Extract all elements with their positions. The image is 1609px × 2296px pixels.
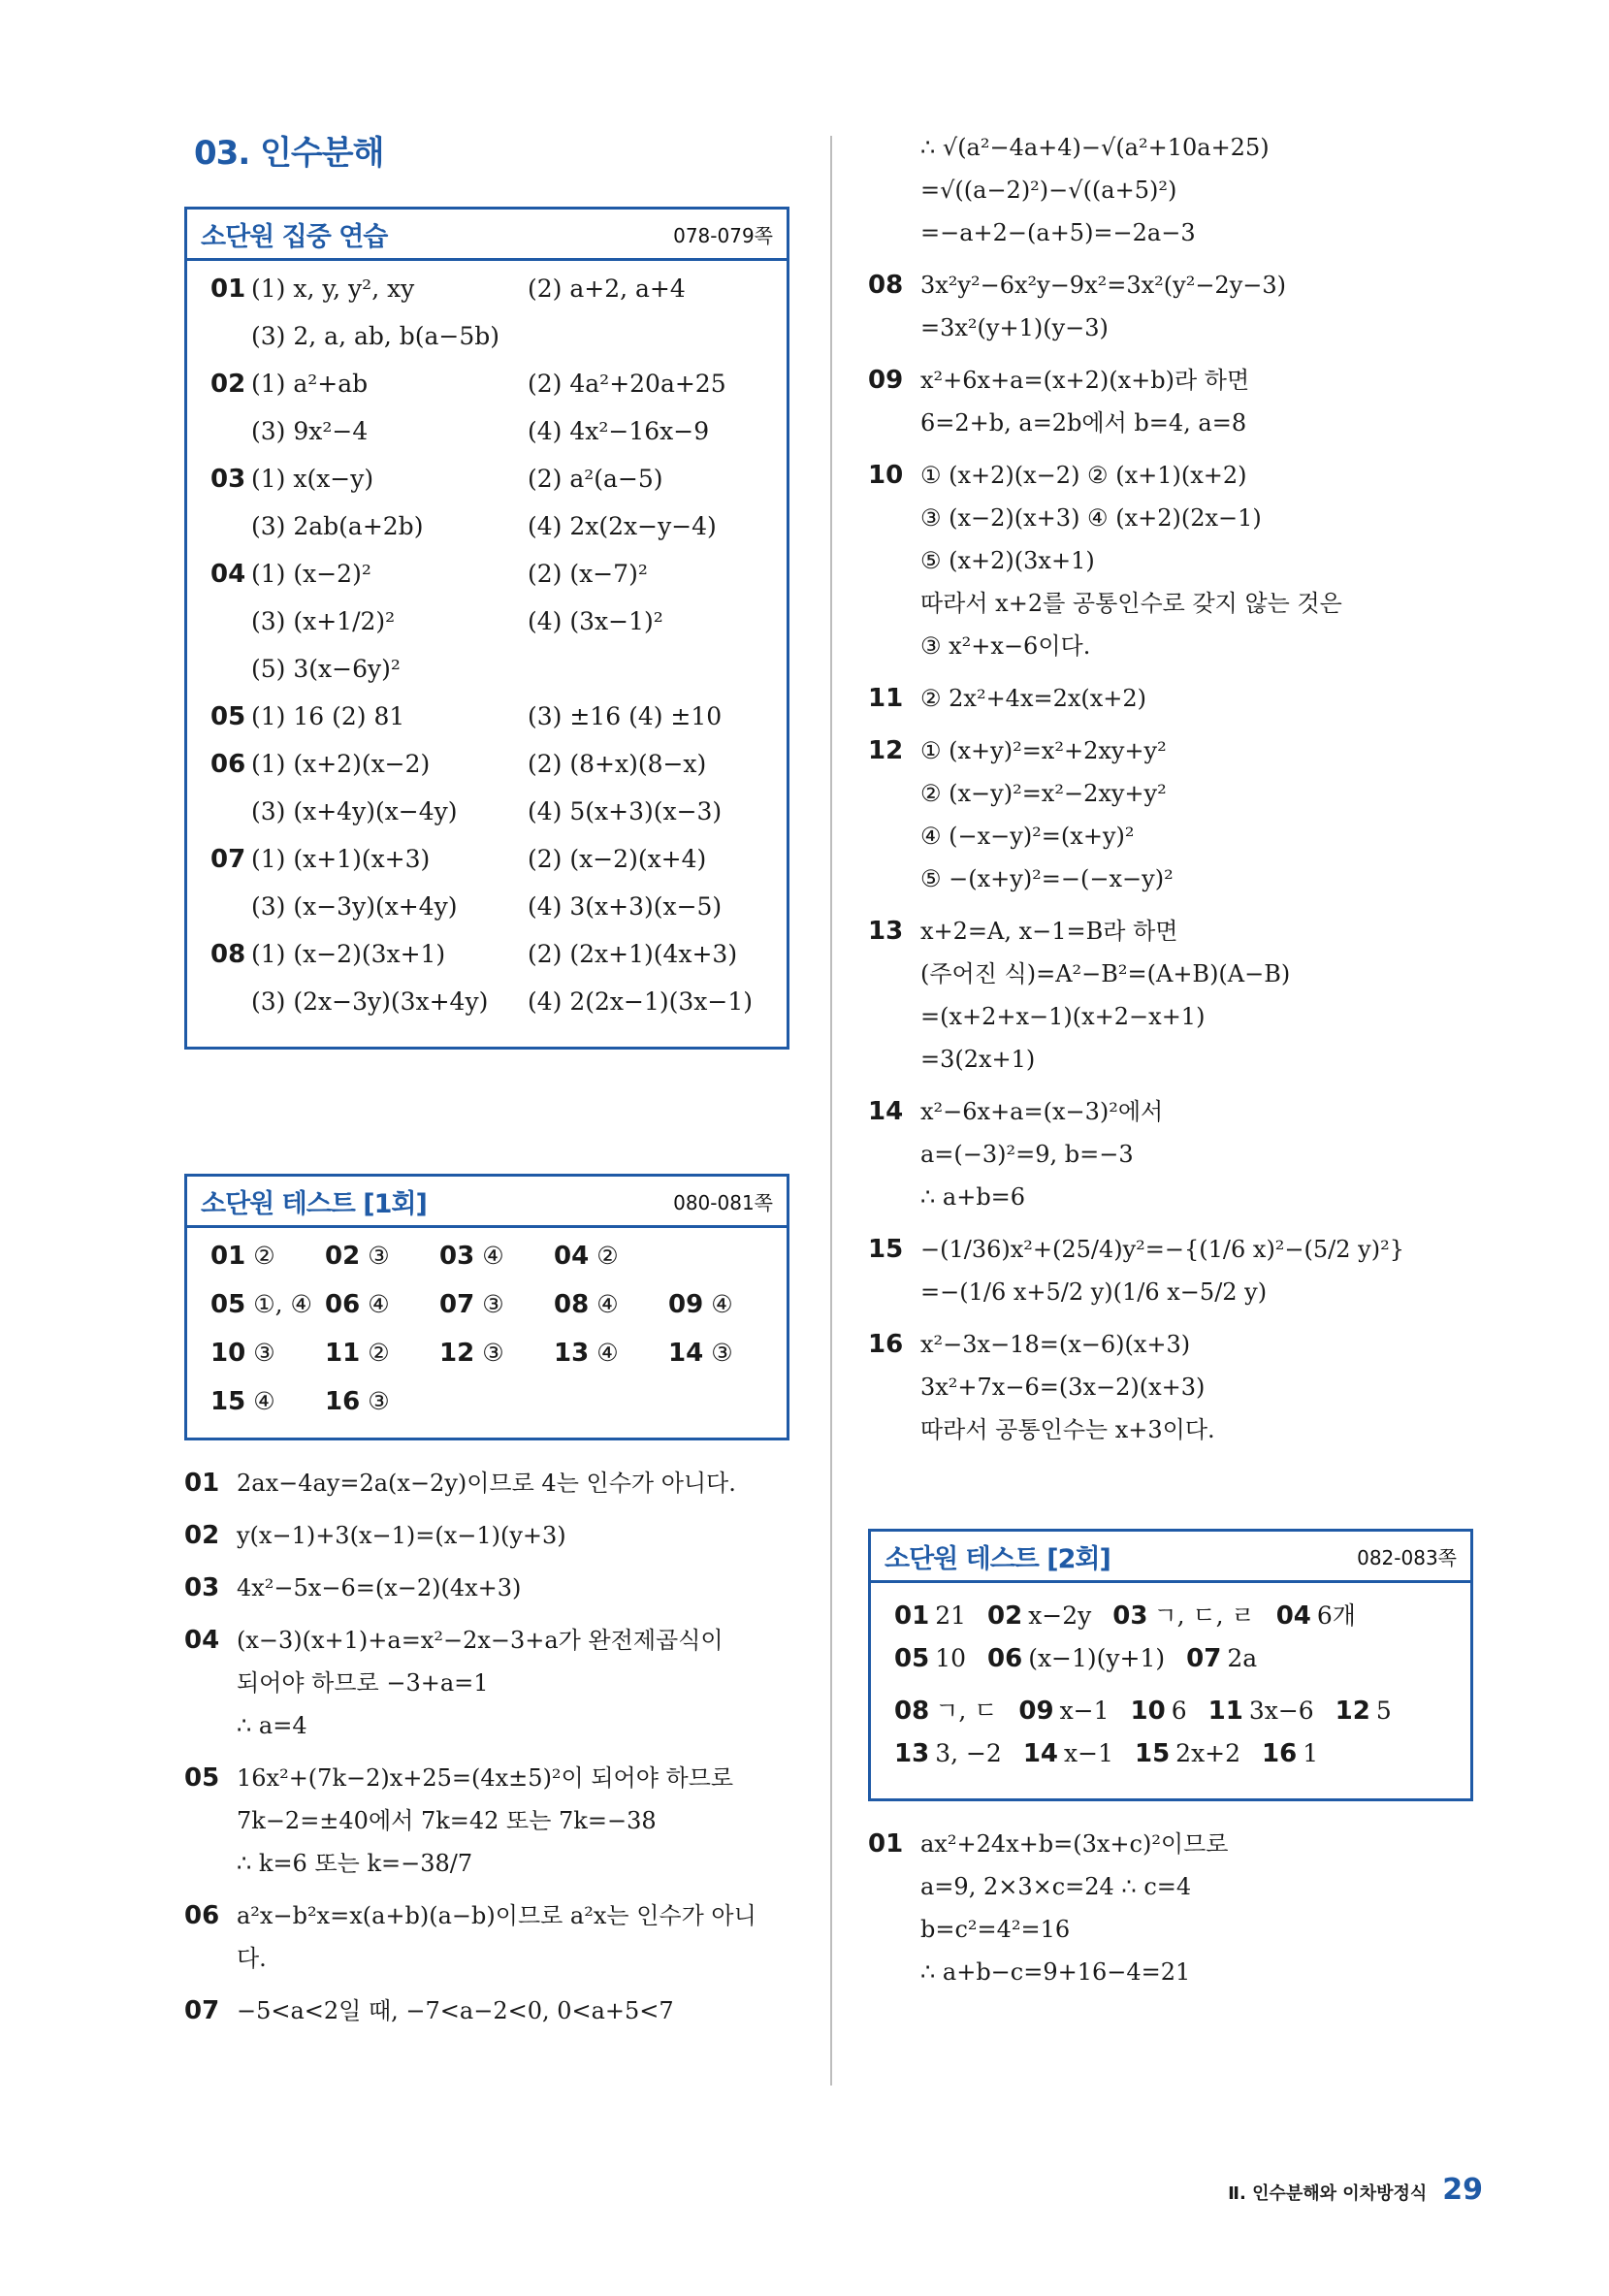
box-practice-title: 소단원 집중 연습: [201, 221, 388, 252]
solution-lines: [237, 1989, 795, 2032]
solution: [868, 729, 1489, 900]
answer-cell: [439, 1290, 554, 1329]
section-title: 03. 인수분해: [194, 134, 384, 173]
answer-cell: (2) a²(a−5): [528, 465, 663, 493]
solution-line: ax²+24x+b=(3x+c)²이므로: [920, 1830, 1229, 1858]
answer-cell: [554, 1242, 668, 1280]
solution-line: ② (x−y)²=x²−2xy+y²: [920, 780, 1167, 807]
problem-number: 01: [894, 1601, 930, 1631]
solution-line: ∴ a=4: [237, 1712, 307, 1739]
answer-cell: (2) (x−7)²: [528, 560, 648, 588]
problem-number: 12: [439, 1339, 475, 1368]
solution-line: ∴ k=6 또는 k=−38/7: [237, 1850, 473, 1877]
solution-number: 10: [868, 461, 904, 490]
left-column: [184, 126, 795, 2042]
answer-cell: [325, 1290, 439, 1329]
problem-number: 05: [210, 702, 246, 731]
solution-line: =3x²(y+1)(y−3): [920, 314, 1109, 341]
answer-value: ③: [368, 1387, 390, 1415]
solution-lines: [920, 126, 1489, 254]
solution-line: ∴ a+b=6: [920, 1183, 1026, 1211]
answer-cell: (2) (8+x)(8−x): [528, 750, 707, 778]
solution-line: −5<a<2일 때, −7<a−2<0, 0<a+5<7: [237, 1997, 674, 2024]
answer-value: 6: [1171, 1697, 1187, 1725]
practice-row: [210, 797, 761, 845]
solution-lines: [237, 1757, 795, 1885]
solution-line: a²x−b²x=x(a+b)(a−b)이므로 a²x는 인수가 아니: [237, 1902, 756, 1929]
problem-number: 09: [668, 1290, 704, 1319]
problem-number: 07: [210, 845, 246, 874]
answer-value: 3, −2: [935, 1739, 1002, 1767]
solution-lines: [237, 1514, 795, 1557]
solution: [868, 1823, 1489, 1993]
solution-line: 따라서 x+2를 공통인수로 갖지 않는 것은: [920, 590, 1342, 617]
solution-number: 05: [184, 1763, 220, 1793]
box-practice-header: [187, 210, 787, 261]
answer-cell: [210, 1242, 325, 1280]
solution-number: 15: [868, 1235, 904, 1264]
solution: [184, 1989, 795, 2032]
problem-number: 02: [987, 1601, 1023, 1631]
answer-cell: (5) 3(x−6y)²: [251, 655, 401, 683]
practice-row: [210, 845, 761, 892]
solution-line: x²+6x+a=(x+2)(x+b)라 하면: [920, 367, 1250, 394]
answer-value: 1: [1303, 1739, 1319, 1767]
answer-value: ④: [368, 1290, 390, 1318]
answer-cell: [894, 1644, 966, 1673]
box-test1-body: [187, 1228, 787, 1438]
solution-line: ② 2x²+4x=2x(x+2): [920, 685, 1147, 712]
box-test2-title: 소단원 테스트 [2회]: [885, 1543, 1110, 1574]
solution: [868, 677, 1489, 720]
box-test2-solutions: [868, 1823, 1489, 1993]
answer-cell: [1023, 1739, 1113, 1768]
solution-line: =3(2x+1): [920, 1046, 1036, 1073]
page-footer: [1228, 2173, 1483, 2207]
solution-line: ④ (−x−y)²=(x+y)²: [920, 823, 1135, 850]
answer-value: (x−1)(y+1): [1028, 1644, 1166, 1672]
solution-lines: [920, 454, 1489, 667]
answer-value: ③: [711, 1339, 733, 1367]
answer-value: ④: [596, 1290, 619, 1318]
answer-cell: (3) (x+1/2)²: [251, 607, 396, 635]
answer-cell: [894, 1692, 997, 1727]
answer-value: ②: [596, 1242, 619, 1270]
page-number: 29: [1442, 2173, 1483, 2207]
solution-lines: [920, 359, 1489, 444]
answer-cell: [439, 1339, 554, 1377]
problem-number: 01: [210, 1242, 246, 1271]
answer-cell: [210, 1387, 325, 1426]
answer-cell: [1018, 1697, 1109, 1726]
answer-cell: [1186, 1644, 1257, 1673]
problem-number: 03: [210, 465, 246, 494]
box-practice: [184, 207, 789, 1050]
solution-lines: [920, 264, 1489, 349]
answer-cell: (2) 4a²+20a+25: [528, 370, 726, 398]
solution-line: y(x−1)+3(x−1)=(x−1)(y+3): [237, 1522, 566, 1549]
answer-value: ②: [368, 1339, 390, 1367]
problem-number: 04: [554, 1242, 590, 1271]
solution: [184, 1757, 795, 1885]
practice-row: [210, 702, 761, 750]
solution-number: 01: [868, 1829, 904, 1859]
answer-cell: (4) 2x(2x−y−4): [528, 512, 717, 540]
answer-cell: (2) (x−2)(x+4): [528, 845, 707, 873]
answer-cell: [1131, 1697, 1187, 1726]
solution-line: ∴ a+b−c=9+16−4=21: [920, 1958, 1191, 1986]
solution-line: ③ x²+x−6이다.: [920, 632, 1091, 660]
solution: [868, 126, 1489, 254]
answer-value: ④: [711, 1290, 733, 1318]
solution-line: ⑤ −(x+y)²=−(−x−y)²: [920, 865, 1174, 892]
answer-cell: [987, 1644, 1165, 1673]
solution-number: 06: [184, 1901, 220, 1930]
problem-number: 13: [894, 1739, 930, 1768]
solution-line: ⑤ (x+2)(3x+1): [920, 547, 1095, 574]
box-test1-pages: 080-081쪽: [673, 1190, 773, 1214]
solution-number: 16: [868, 1330, 904, 1359]
solution-number: 03: [184, 1573, 220, 1602]
solution: [868, 1323, 1489, 1451]
answer-value: ②: [253, 1242, 275, 1270]
problem-number: 06: [987, 1644, 1023, 1673]
box-practice-pages: 078-079쪽: [673, 223, 773, 247]
solution-lines: [920, 1090, 1489, 1218]
answer-cell: (2) (2x+1)(4x+3): [528, 940, 738, 968]
chapter-label: Ⅱ. 인수분해와 이차방정식: [1228, 2183, 1428, 2204]
problem-number: 03: [439, 1242, 475, 1271]
solution-number: 11: [868, 684, 904, 713]
answer-cell: (4) 5(x+3)(x−3): [528, 797, 723, 825]
answer-cell: [325, 1387, 439, 1426]
problem-number: 14: [1022, 1739, 1059, 1768]
answer-cell: [554, 1339, 668, 1377]
solution-lines: [920, 910, 1489, 1081]
answer-cell: [1276, 1597, 1356, 1632]
practice-row: [210, 560, 761, 607]
box-test2-body: [871, 1583, 1470, 1798]
answer-cell: [439, 1242, 554, 1280]
answer-value: 10: [935, 1644, 966, 1672]
solution-line: 따라서 공통인수는 x+3이다.: [920, 1416, 1215, 1443]
answer-value: ③: [253, 1339, 275, 1367]
problem-number: 06: [325, 1290, 361, 1319]
problem-number: 01: [210, 275, 246, 304]
answer-value: x−2y: [1028, 1601, 1092, 1630]
problem-number: 04: [210, 560, 246, 589]
solution-number: 13: [868, 917, 904, 946]
solution-line: =−a+2−(a+5)=−2a−3: [920, 219, 1196, 246]
problem-number: 09: [1018, 1697, 1054, 1726]
solution: [868, 359, 1489, 444]
solution-line: 3x²y²−6x²y−9x²=3x²(y²−2y−3): [920, 272, 1286, 299]
answer-cell: (4) 2(2x−1)(3x−1): [528, 987, 753, 1016]
box-practice-body: [187, 261, 787, 1047]
box-test1-title: 소단원 테스트 [1회]: [201, 1188, 427, 1219]
answer-cell: (1) (x+2)(x−2): [251, 750, 431, 778]
answer-cell: [894, 1739, 1002, 1768]
practice-row: [210, 655, 761, 702]
solution-line: 7k−2=±40에서 7k=42 또는 7k=−38: [237, 1807, 657, 1834]
answer-row: [894, 1644, 1445, 1692]
problem-number: 06: [210, 750, 246, 779]
answer-row: [894, 1739, 1445, 1787]
practice-row: [210, 370, 761, 417]
solution: [184, 1619, 795, 1747]
answer-grid: [210, 1242, 761, 1426]
answer-cell: [668, 1339, 783, 1377]
answer-cell: (1) (x−2)(3x+1): [251, 940, 446, 968]
solution-line: 16x²+(7k−2)x+25=(4x±5)²이 되어야 하므로: [237, 1764, 734, 1792]
answer-cell: (1) a²+ab: [251, 370, 369, 398]
box-test2-pages: 082-083쪽: [1357, 1545, 1457, 1569]
right-solutions: [868, 126, 1489, 1451]
solution-number: 02: [184, 1521, 220, 1550]
solution-line: ① (x+2)(x−2) ② (x+1)(x+2): [920, 462, 1247, 489]
solution-number: 14: [868, 1097, 904, 1126]
solution-lines: [920, 1228, 1489, 1313]
practice-row: [210, 512, 761, 560]
answer-value: 21: [935, 1601, 966, 1630]
answer-cell: [554, 1387, 668, 1426]
answer-cell: [1335, 1697, 1392, 1726]
answer-cell: [668, 1290, 783, 1329]
problem-number: 14: [668, 1339, 704, 1368]
solution-lines: [920, 729, 1489, 900]
solution-lines: [237, 1462, 795, 1504]
solution-number: 09: [868, 366, 904, 395]
answer-value: x−1: [1059, 1697, 1110, 1725]
solution-line: ∴ √(a²−4a+4)−√(a²+10a+25): [920, 134, 1270, 161]
answer-value: 3x−6: [1248, 1697, 1314, 1725]
solution: [184, 1462, 795, 1504]
solution: [184, 1894, 795, 1980]
practice-row: [210, 417, 761, 465]
solution: [868, 454, 1489, 667]
answer-cell: [210, 1339, 325, 1377]
answer-cell: (1) (x−2)²: [251, 560, 371, 588]
column-divider: [830, 136, 832, 2086]
answer-value: 6개: [1316, 1601, 1356, 1630]
solution: [868, 1228, 1489, 1313]
answer-cell: (1) x(x−y): [251, 465, 374, 493]
solution-number: 08: [868, 271, 904, 300]
answer-row: [894, 1692, 1445, 1739]
solution: [868, 910, 1489, 1081]
answer-value: 2a: [1227, 1644, 1258, 1672]
problem-number: 15: [1134, 1739, 1171, 1768]
answer-cell: [987, 1601, 1091, 1631]
solution-line: 되어야 하므로 −3+a=1: [237, 1669, 489, 1697]
answer-cell: [554, 1290, 668, 1329]
practice-row: [210, 607, 761, 655]
problem-number: 13: [554, 1339, 590, 1368]
solution-line: =√((a−2)²)−√((a+5)²): [920, 177, 1177, 204]
problem-number: 03: [1112, 1601, 1148, 1631]
problem-number: 02: [325, 1242, 361, 1271]
practice-row: [210, 465, 761, 512]
answer-value: 2x+2: [1175, 1739, 1241, 1767]
problem-number: 15: [210, 1387, 246, 1416]
answer-value: ④: [596, 1339, 619, 1367]
answer-cell: [439, 1387, 554, 1426]
solution-line: 2ax−4ay=2a(x−2y)이므로 4는 인수가 아니다.: [237, 1470, 736, 1497]
right-column: [868, 126, 1489, 2003]
answer-cell: (1) x, y, y², xy: [251, 275, 415, 303]
solution-line: (x−3)(x+1)+a=x²−2x−3+a가 완전제곱식이: [237, 1627, 724, 1654]
practice-row: [210, 940, 761, 987]
answer-value: ④: [253, 1387, 275, 1415]
answer-cell: (1) (x+1)(x+3): [251, 845, 431, 873]
answer-cell: (4) (3x−1)²: [528, 607, 663, 635]
practice-row: [210, 892, 761, 940]
answer-cell: [1208, 1697, 1314, 1726]
practice-row: [210, 275, 761, 322]
solution-lines: [237, 1567, 795, 1609]
answer-cell: (4) 4x²−16x−9: [528, 417, 710, 445]
solution: [868, 264, 1489, 349]
solution-line: 6=2+b, a=2b에서 b=4, a=8: [920, 409, 1247, 437]
problem-number: 12: [1335, 1697, 1370, 1726]
solution-line: −(1/36)x²+(25/4)y²=−{(1/6 x)²−(5/2 y)²}: [920, 1236, 1404, 1263]
solution-line: a=(−3)²=9, b=−3: [920, 1141, 1134, 1168]
answer-cell: [668, 1387, 783, 1426]
solution-line: a=9, 2×3×c=24 ∴ c=4: [920, 1873, 1192, 1900]
solution-line: x²−6x+a=(x−3)²에서: [920, 1098, 1164, 1125]
answer-value: ㄱ, ㄷ, ㄹ: [1153, 1601, 1255, 1630]
problem-number: 11: [1207, 1697, 1243, 1726]
problem-number: 07: [1186, 1644, 1222, 1673]
solution-lines: [237, 1619, 795, 1747]
problem-number: 11: [325, 1339, 361, 1368]
problem-number: 10: [210, 1339, 246, 1368]
problem-number: 04: [1275, 1601, 1311, 1631]
problem-number: 05: [894, 1644, 930, 1673]
box-test2-header: [871, 1532, 1470, 1583]
practice-row: [210, 750, 761, 797]
answer-cell: (3) 2, a, ab, b(a−5b): [251, 322, 500, 350]
answer-value: ㄱ, ㄷ: [935, 1697, 998, 1725]
answer-cell: (3) (x+4y)(x−4y): [251, 797, 458, 825]
answer-cell: [668, 1242, 783, 1280]
problem-number: 05: [210, 1290, 246, 1319]
solution-lines: [237, 1894, 795, 1980]
answer-cell: (3) (x−3y)(x+4y): [251, 892, 458, 921]
solution-number: 07: [184, 1996, 220, 2025]
solution-line: b=c²=4²=16: [920, 1916, 1071, 1943]
solution: [184, 1514, 795, 1557]
box-test1: [184, 1174, 789, 1440]
problem-number: 08: [554, 1290, 590, 1319]
practice-row: [210, 322, 761, 370]
solution-lines: [920, 1323, 1489, 1451]
solution-line: 4x²−5x−6=(x−2)(4x+3): [237, 1574, 522, 1601]
solution-line: x+2=A, x−1=B라 하면: [920, 918, 1178, 945]
answer-value: x−1: [1064, 1739, 1113, 1767]
answer-cell: [325, 1242, 439, 1280]
answer-cell: (4) 3(x+3)(x−5): [528, 892, 723, 921]
problem-number: 10: [1130, 1697, 1166, 1726]
answer-value: 5: [1375, 1697, 1392, 1725]
solution-number: 04: [184, 1626, 220, 1655]
solution: [184, 1567, 795, 1609]
answer-row: [894, 1597, 1445, 1644]
solution-line: ③ (x−2)(x+3) ④ (x+2)(2x−1): [920, 504, 1262, 532]
answer-cell: [210, 1290, 325, 1329]
solution-line: =−(1/6 x+5/2 y)(1/6 x−5/2 y): [920, 1278, 1268, 1306]
answer-value: ③: [482, 1290, 504, 1318]
left-solutions: [184, 1462, 795, 2032]
answer-cell: (3) 9x²−4: [251, 417, 369, 445]
problem-number: 16: [325, 1387, 361, 1416]
solution-lines: [920, 677, 1489, 720]
answer-cell: (1) 16 (2) 81: [251, 702, 405, 730]
solution-lines: [920, 1823, 1489, 1993]
problem-number: 02: [210, 370, 246, 399]
solution-number: 01: [184, 1469, 220, 1498]
solution-line: =(x+2+x−1)(x+2−x+1): [920, 1003, 1206, 1030]
practice-row: [210, 987, 761, 1035]
solution-line: 다.: [237, 1945, 267, 1972]
problem-number: 07: [439, 1290, 475, 1319]
box-test1-header: [187, 1177, 787, 1228]
answer-value: ③: [482, 1339, 504, 1367]
answer-value: ①, ④: [253, 1290, 312, 1318]
solution-line: x²−3x−18=(x−6)(x+3): [920, 1331, 1191, 1358]
answer-cell: (3) 2ab(a+2b): [251, 512, 424, 540]
problem-number: 08: [894, 1697, 930, 1726]
box-test2: [868, 1529, 1473, 1801]
solution-line: (주어진 식)=A²−B²=(A+B)(A−B): [920, 960, 1291, 987]
answer-cell: [1135, 1739, 1240, 1768]
answer-cell: (2) a+2, a+4: [528, 275, 686, 303]
answer-value: ③: [368, 1242, 390, 1270]
answer-value: ④: [482, 1242, 504, 1270]
answer-cell: [894, 1601, 966, 1631]
answer-cell: [1262, 1739, 1318, 1768]
answer-cell: [325, 1339, 439, 1377]
solution-line: 3x²+7x−6=(3x−2)(x+3): [920, 1374, 1206, 1401]
problem-number: 08: [210, 940, 246, 969]
answer-cell: (3) ±16 (4) ±10: [528, 702, 723, 730]
solution-number: 12: [868, 736, 904, 765]
answer-cell: [1112, 1597, 1254, 1632]
solution: [868, 1090, 1489, 1218]
answer-cell: (3) (2x−3y)(3x+4y): [251, 987, 489, 1016]
problem-number: 16: [1262, 1739, 1298, 1768]
solution-line: ① (x+y)²=x²+2xy+y²: [920, 737, 1167, 764]
